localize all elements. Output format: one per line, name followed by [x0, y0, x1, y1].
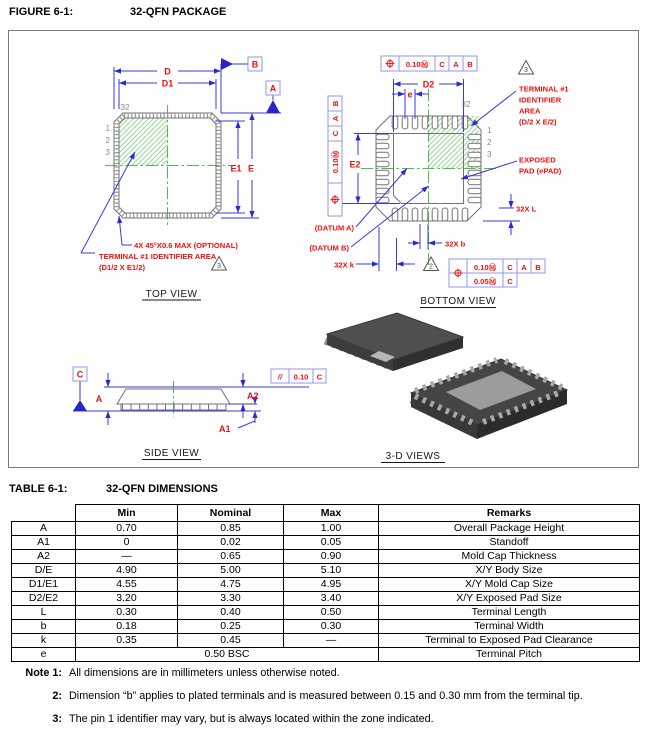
- note-3: [0, 713, 645, 725]
- cell-min: 4.55: [76, 578, 178, 592]
- table-row: [12, 606, 640, 620]
- cell-symbol: A2: [12, 550, 76, 564]
- terminal1-note-line4: (D/2 X E/2): [519, 117, 557, 127]
- terminal1-note-line2: (D1/2 X E1/2): [99, 263, 146, 272]
- fcf-datum-a: A: [453, 59, 459, 69]
- pin-32: 32: [461, 100, 471, 109]
- cell-nominal: 4.75: [178, 578, 284, 592]
- pin-3: 3: [105, 148, 110, 157]
- fcf-datum-b: B: [467, 59, 473, 69]
- cell-max: 5.10: [284, 564, 379, 578]
- figure-heading: [9, 6, 639, 18]
- cell-max: 0.90: [284, 550, 379, 564]
- cell-remarks: X/Y Mold Cap Size: [379, 578, 640, 592]
- cell-symbol: D/E: [12, 564, 76, 578]
- note-label: 3:: [52, 713, 62, 725]
- terminal1-note-line1: TERMINAL #1 IDENTIFIER AREA: [99, 252, 217, 261]
- pin-1: 1: [487, 126, 492, 135]
- cell-symbol: e: [12, 648, 76, 662]
- cell-max: 3.40: [284, 592, 379, 606]
- table-heading: [9, 483, 639, 495]
- datum-c-label: C: [76, 369, 84, 380]
- cell-min: 0.35: [76, 634, 178, 648]
- top-view-annotations: [99, 67, 254, 301]
- cell-nominal: 0.25: [178, 620, 284, 634]
- fcf-tolerance: 0.10: [293, 372, 309, 382]
- datum-a-label: A: [269, 83, 277, 94]
- bottom-view-fcf-left: [328, 96, 342, 216]
- dim-E1: E1: [230, 163, 242, 174]
- top-view-caption: TOP VIEW: [145, 289, 198, 300]
- fcf-datum-b: B: [331, 100, 340, 107]
- cell-nominal: 0.02: [178, 536, 284, 550]
- pin-1: 1: [105, 124, 110, 133]
- cell-symbol: D2/E2: [12, 592, 76, 606]
- fcf-tolerance-1: 0.10Ⓜ: [473, 263, 497, 272]
- note-label: 2:: [52, 690, 62, 702]
- threed-views: [325, 313, 567, 463]
- cell-bsc-value: 0.50 BSC: [76, 648, 379, 662]
- header-min: Min: [76, 505, 178, 522]
- cell-symbol: k: [12, 634, 76, 648]
- dimensions-table: [11, 504, 640, 662]
- dim-32X-k: 32X k: [334, 260, 354, 270]
- pin-3: 3: [487, 150, 492, 159]
- position-symbol-icon: [386, 59, 395, 68]
- terminal1-note-line2: IDENTIFIER: [519, 95, 562, 105]
- cell-remarks: Overall Package Height: [379, 522, 640, 536]
- cell-remarks: Standoff: [379, 536, 640, 550]
- note-2: [0, 690, 645, 702]
- cell-symbol: A: [12, 522, 76, 536]
- note2-number: 2: [429, 263, 433, 271]
- fcf-datum-c: C: [507, 277, 513, 286]
- cell-max: 4.95: [284, 578, 379, 592]
- cell-symbol: b: [12, 620, 76, 634]
- cell-nominal: 0.65: [178, 550, 284, 564]
- datum-flags: [73, 57, 280, 411]
- dim-A1: A1: [219, 424, 231, 434]
- note-text: All dimensions are in millimeters unless otherwise noted.: [69, 667, 340, 679]
- cell-nominal: 0.45: [178, 634, 284, 648]
- fcf-datum-c: C: [507, 263, 513, 272]
- fcf-datum-c: C: [316, 372, 323, 382]
- cell-remarks: X/Y Body Size: [379, 564, 640, 578]
- cell-remarks: X/Y Exposed Pad Size: [379, 592, 640, 606]
- table-header-row: [12, 505, 640, 522]
- terminal1-note-line1: TERMINAL #1: [519, 84, 569, 94]
- note-label: Note 1:: [25, 667, 62, 679]
- dim-E: E: [247, 163, 255, 174]
- cell-max: 0.50: [284, 606, 379, 620]
- cell-nominal: 0.40: [178, 606, 284, 620]
- table-row: [12, 550, 640, 564]
- terminal1-note-line3: AREA: [519, 106, 541, 116]
- cell-min: 0.18: [76, 620, 178, 634]
- dim-32X-b: 32X b: [445, 239, 466, 249]
- datum-c-triangle: [73, 400, 87, 411]
- figure-label: FIGURE 6-1:: [9, 6, 74, 18]
- cell-remarks: Terminal to Exposed Pad Clearance: [379, 634, 640, 648]
- epad-note-line2: PAD (ePAD): [519, 166, 562, 176]
- datum-a-note: (DATUM A): [314, 223, 354, 233]
- position-symbol-icon: [454, 269, 463, 278]
- cell-symbol: L: [12, 606, 76, 620]
- cell-max: —: [284, 634, 379, 648]
- table-row: [12, 634, 640, 648]
- fcf-tolerance: 0.10Ⓜ: [405, 59, 429, 69]
- pin-32: 32: [120, 103, 130, 112]
- dim-A2: A2: [247, 391, 259, 401]
- table-row: [12, 578, 640, 592]
- note-1: [0, 667, 645, 679]
- datum-b-label: B: [251, 59, 259, 70]
- cell-symbol: A1: [12, 536, 76, 550]
- header-blank: [12, 505, 76, 522]
- position-symbol-icon: [331, 195, 340, 204]
- side-view-annotations: [96, 369, 326, 460]
- table-row: [12, 592, 640, 606]
- cell-min: 4.90: [76, 564, 178, 578]
- dim-D2: D2: [422, 79, 435, 90]
- pin-2: 2: [105, 136, 110, 145]
- dim-A: A: [95, 394, 103, 404]
- header-nominal: Nominal: [178, 505, 284, 522]
- fcf-tolerance-2: 0.05Ⓜ: [473, 277, 497, 286]
- dim-32X-L: 32X L: [516, 204, 537, 214]
- dim-e: e: [407, 89, 413, 100]
- chamfer-note: 4X 45°X0.6 MAX (OPTIONAL): [134, 241, 238, 250]
- fcf-datum-a: A: [521, 263, 527, 272]
- bottom-view-caption: BOTTOM VIEW: [420, 296, 496, 307]
- datum-a-triangle: [266, 100, 280, 113]
- fcf-datum-b: B: [535, 263, 541, 272]
- bottom-view-fcf-bottom: [424, 257, 546, 287]
- figure-drawing-frame: [8, 30, 639, 468]
- cell-remarks: Terminal Width: [379, 620, 640, 634]
- dim-D1: D1: [161, 78, 174, 89]
- cell-remarks: Terminal Pitch: [379, 648, 640, 662]
- table-row-pitch: [12, 648, 640, 662]
- parallelism-symbol: //: [277, 372, 283, 382]
- pin-2: 2: [487, 138, 492, 147]
- cell-min: 0.30: [76, 606, 178, 620]
- cell-max: 1.00: [284, 522, 379, 536]
- table-row: [12, 564, 640, 578]
- note-text: Dimension “b” applies to plated terminals and is measured between 0.15 and 0.30 mm from the terminal tip.: [69, 690, 583, 702]
- figure-title: 32-QFN PACKAGE: [130, 6, 227, 18]
- note3-number: 3: [524, 66, 528, 74]
- cell-min: 0: [76, 536, 178, 550]
- dim-D: D: [164, 66, 171, 77]
- bottom-view-fcf-top: [381, 56, 477, 71]
- cell-min: —: [76, 550, 178, 564]
- datum-b-triangle: [221, 58, 233, 70]
- header-remarks: Remarks: [379, 505, 640, 522]
- threed-caption: 3-D VIEWS: [385, 451, 441, 462]
- table-row: [12, 536, 640, 550]
- epad-note-line1: EXPOSED: [519, 155, 556, 165]
- fcf-tolerance: 0.10Ⓜ: [331, 150, 340, 174]
- dim-E2: E2: [349, 159, 361, 170]
- table-label: TABLE 6-1:: [9, 483, 68, 495]
- notes-section: [0, 667, 645, 736]
- fcf-datum-c: C: [439, 59, 445, 69]
- cell-nominal: 3.30: [178, 592, 284, 606]
- cell-max: 0.05: [284, 536, 379, 550]
- package-drawing: [9, 31, 638, 467]
- bottom-view-annotations: [309, 61, 569, 308]
- cell-nominal: 0.85: [178, 522, 284, 536]
- cell-nominal: 5.00: [178, 564, 284, 578]
- fcf-datum-c: C: [331, 130, 340, 137]
- cell-max: 0.30: [284, 620, 379, 634]
- note-text: The pin 1 identifier may vary, but is always located within the zone indicated.: [69, 713, 434, 725]
- table-row: [12, 620, 640, 634]
- table-title: 32-QFN DIMENSIONS: [106, 483, 218, 495]
- cell-min: 3.20: [76, 592, 178, 606]
- header-max: Max: [284, 505, 379, 522]
- cell-symbol: D1/E1: [12, 578, 76, 592]
- cell-min: 0.70: [76, 522, 178, 536]
- datum-b-note: (DATUM B): [309, 243, 349, 253]
- cell-remarks: Terminal Length: [379, 606, 640, 620]
- side-view-caption: SIDE VIEW: [143, 448, 200, 459]
- cell-remarks: Mold Cap Thickness: [379, 550, 640, 564]
- table-row: [12, 522, 640, 536]
- fcf-datum-a: A: [331, 115, 340, 122]
- note3-number: 3: [217, 262, 221, 270]
